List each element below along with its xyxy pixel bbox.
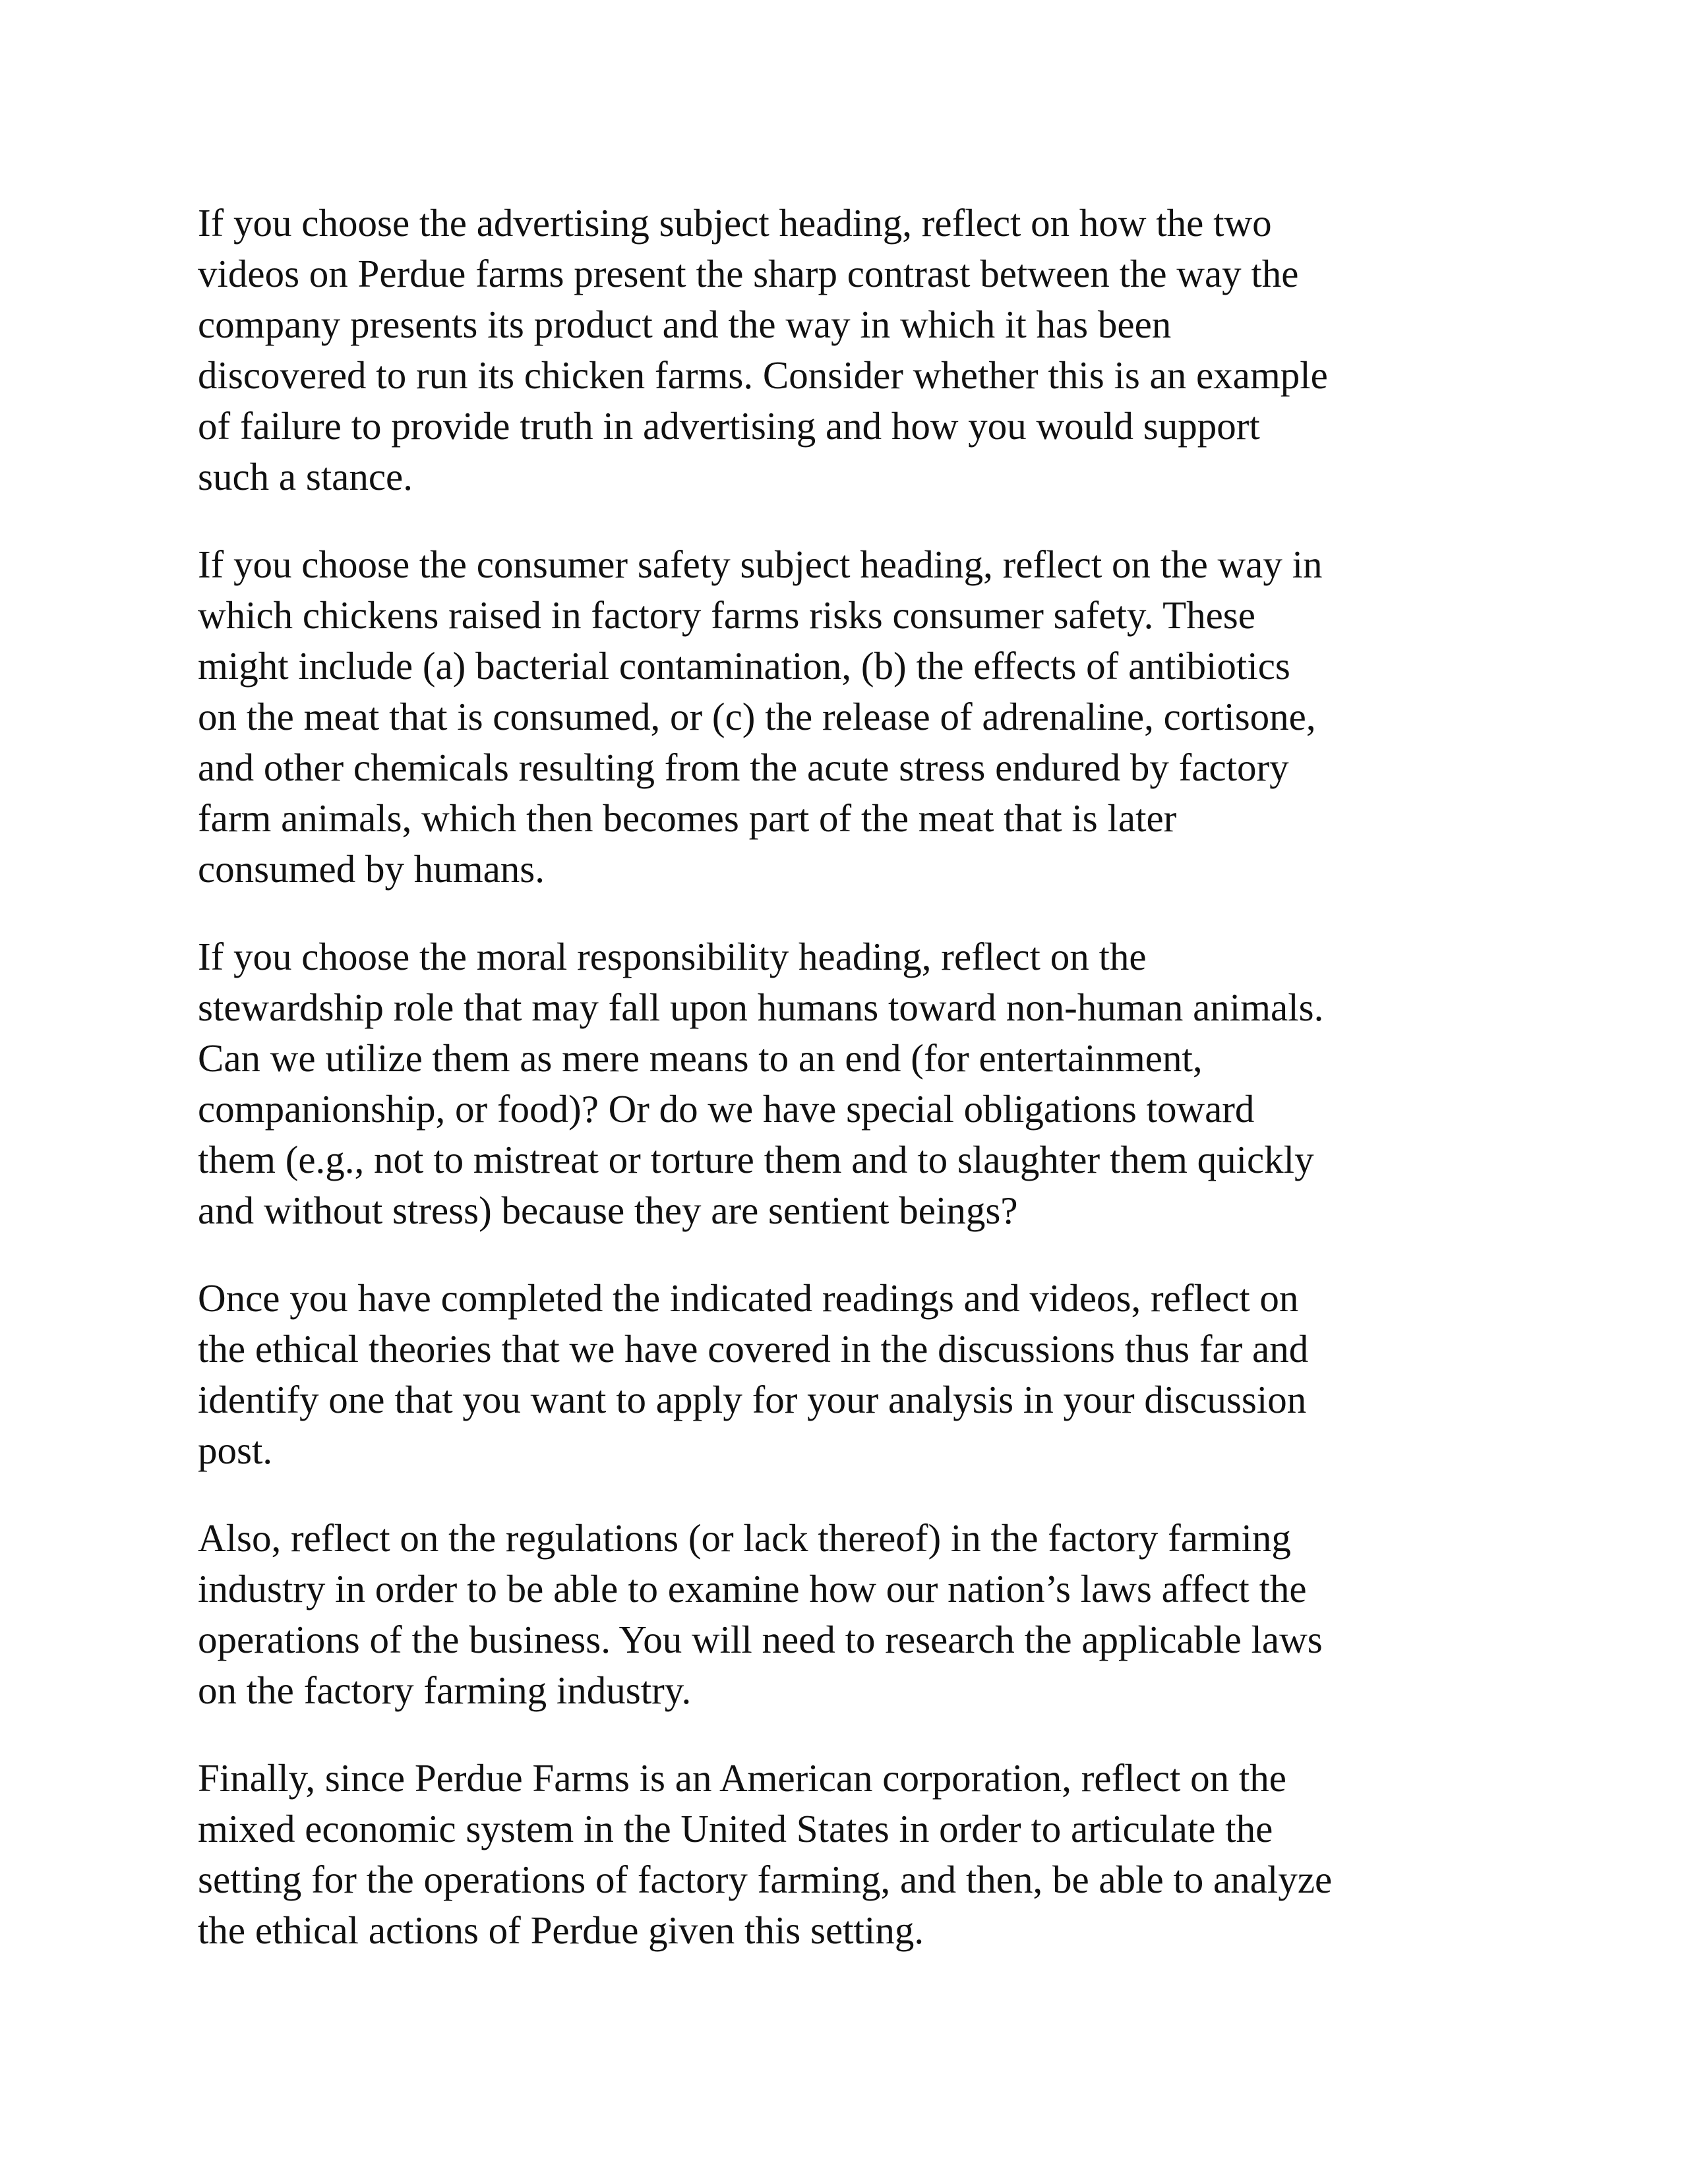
text-line: discovered to run its chicken farms. Consider whether this is an example	[198, 353, 1328, 397]
paragraph-ethical-theories	[198, 1273, 1490, 1476]
text-line: Once you have completed the indicated readings and videos, reflect on	[198, 1276, 1299, 1320]
text-line: company presents its product and the way in which it has been	[198, 303, 1172, 346]
text-line: identify one that you want to apply for your analysis in your discussion	[198, 1378, 1307, 1421]
text-line: If you choose the advertising subject heading, reflect on how the two	[198, 201, 1272, 245]
text-line: on the factory farming industry.	[198, 1668, 692, 1712]
text-line: the ethical actions of Perdue given this setting.	[198, 1908, 924, 1952]
text-line: farm animals, which then becomes part of the meat that is later	[198, 796, 1177, 840]
text-line: operations of the business. You will need to research the applicable laws	[198, 1618, 1323, 1661]
text-line: and without stress) because they are sentient beings?	[198, 1189, 1018, 1232]
text-line: them (e.g., not to mistreat or torture them and to slaughter them quickly	[198, 1138, 1314, 1181]
paragraph-consumer-safety	[198, 539, 1490, 895]
text-line: If you choose the moral responsibility heading, reflect on the	[198, 935, 1147, 978]
text-line: industry in order to be able to examine how our nation’s laws affect the	[198, 1567, 1307, 1610]
text-line: of failure to provide truth in advertising and how you would support	[198, 404, 1260, 448]
text-line: stewardship role that may fall upon humans toward non-human animals.	[198, 986, 1324, 1029]
paragraph-regulations	[198, 1513, 1490, 1716]
text-line: Can we utilize them as mere means to an end (for entertainment,	[198, 1036, 1203, 1080]
text-line: setting for the operations of factory farming, and then, be able to analyze	[198, 1858, 1333, 1901]
text-line: might include (a) bacterial contamination, (b) the effects of antibiotics	[198, 644, 1290, 688]
text-line: If you choose the consumer safety subject heading, reflect on the way in	[198, 543, 1323, 586]
text-line: videos on Perdue farms present the sharp contrast between the way the	[198, 252, 1299, 295]
text-line: mixed economic system in the United States in order to articulate the	[198, 1807, 1273, 1850]
text-line: such a stance.	[198, 455, 413, 498]
text-line: Finally, since Perdue Farms is an American corporation, reflect on the	[198, 1756, 1286, 1800]
text-line: companionship, or food)? Or do we have special obligations toward	[198, 1087, 1255, 1131]
paragraph-economic-system	[198, 1753, 1490, 1956]
text-line: on the meat that is consumed, or (c) the release of adrenaline, cortisone,	[198, 695, 1316, 738]
text-line: post.	[198, 1429, 273, 1472]
paragraph-advertising	[198, 198, 1490, 502]
paragraph-moral-responsibility	[198, 931, 1490, 1236]
text-line: which chickens raised in factory farms risks consumer safety. These	[198, 593, 1255, 637]
text-line: the ethical theories that we have covered in the discussions thus far and	[198, 1327, 1309, 1371]
text-line: consumed by humans.	[198, 847, 545, 891]
text-line: and other chemicals resulting from the acute stress endured by factory	[198, 746, 1289, 789]
document-body	[198, 198, 1490, 1993]
text-line: Also, reflect on the regulations (or lack thereof) in the factory farming	[198, 1516, 1291, 1560]
